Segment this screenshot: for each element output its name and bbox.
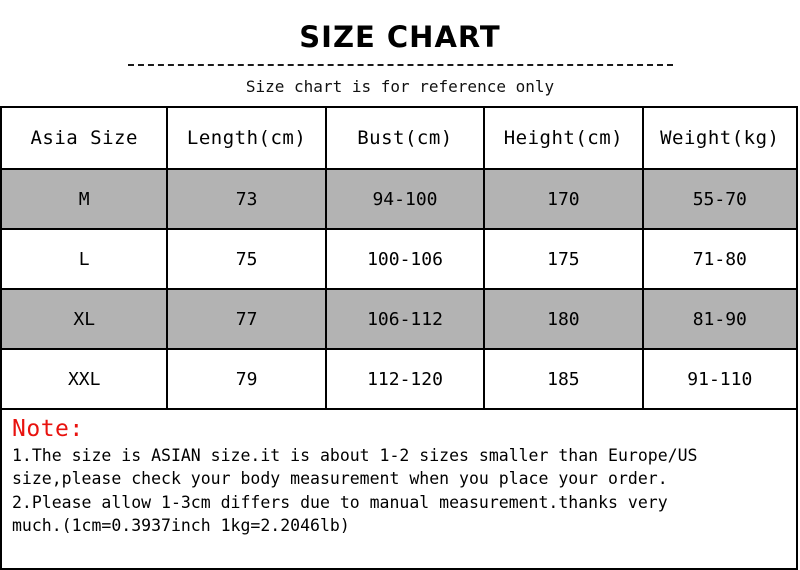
cell-bust: 100-106 xyxy=(326,229,484,289)
column-header-length: Length(cm) xyxy=(167,107,325,169)
cell-weight: 81-90 xyxy=(643,289,797,349)
cell-height: 175 xyxy=(484,229,642,289)
cell-bust: 112-120 xyxy=(326,349,484,409)
note-line-2: size,please check your body measurement when you place your order. xyxy=(12,469,668,489)
note-box xyxy=(0,410,798,570)
cell-weight: 55-70 xyxy=(643,169,797,229)
size-chart-table xyxy=(0,106,798,410)
cell-weight: 71-80 xyxy=(643,229,797,289)
note-line-4: much.(1cm=0.3937inch 1kg=2.2046lb) xyxy=(12,516,350,536)
cell-length: 79 xyxy=(167,349,325,409)
cell-length: 77 xyxy=(167,289,325,349)
subtitle: Size chart is for reference only xyxy=(245,77,555,96)
table-row xyxy=(1,349,797,409)
table-row xyxy=(1,289,797,349)
table-body xyxy=(1,169,797,409)
cell-height: 170 xyxy=(484,169,642,229)
cell-size: L xyxy=(1,229,167,289)
cell-weight: 91-110 xyxy=(643,349,797,409)
dashed-divider xyxy=(128,64,673,66)
note-line-1: 1.The size is ASIAN size.it is about 1-2 sizes smaller than Europe/US xyxy=(12,446,698,465)
cell-size: XL xyxy=(1,289,167,349)
note-heading: Note: xyxy=(12,416,84,442)
cell-length: 75 xyxy=(167,229,325,289)
cell-length: 73 xyxy=(167,169,325,229)
table-header-row xyxy=(1,107,797,169)
cell-height: 180 xyxy=(484,289,642,349)
cell-size: XXL xyxy=(1,349,167,409)
column-header-asia-size: Asia Size xyxy=(1,107,167,169)
cell-height: 185 xyxy=(484,349,642,409)
note-line-3: 2.Please allow 1-3cm differs due to manual measurement.thanks very xyxy=(12,492,668,512)
column-header-height: Height(cm) xyxy=(484,107,642,169)
cell-bust: 94-100 xyxy=(326,169,484,229)
column-header-bust: Bust(cm) xyxy=(326,107,484,169)
table-row xyxy=(1,169,797,229)
cell-bust: 106-112 xyxy=(326,289,484,349)
page-title: SIZE CHART xyxy=(299,20,501,54)
cell-size: M xyxy=(1,169,167,229)
table-row xyxy=(1,229,797,289)
table-header xyxy=(1,107,797,169)
column-header-weight: Weight(kg) xyxy=(643,107,797,169)
